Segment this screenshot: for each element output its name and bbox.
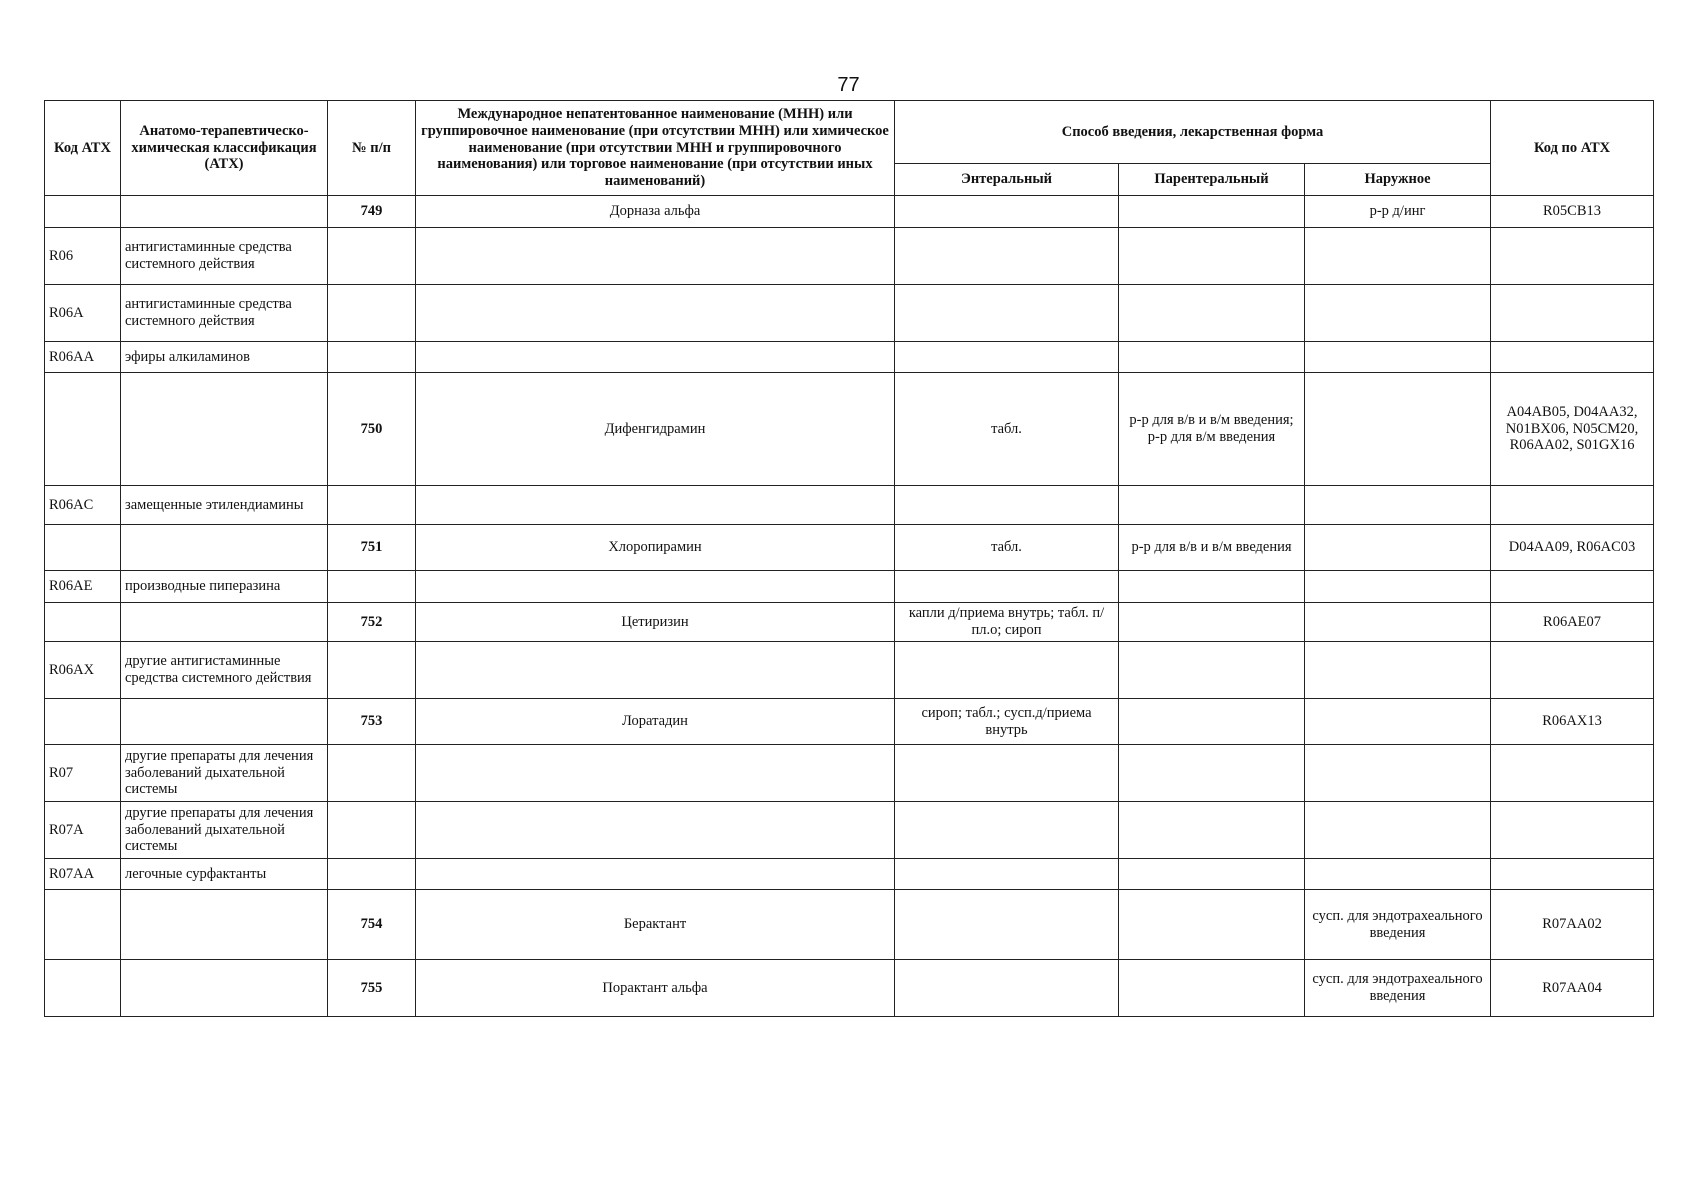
table-row bbox=[45, 859, 1654, 890]
cell-external bbox=[1305, 525, 1491, 571]
cell-classification bbox=[121, 196, 328, 228]
cell-atx-code: R06AX13 bbox=[1491, 699, 1654, 745]
cell-external bbox=[1305, 228, 1491, 285]
cell-number: 754 bbox=[328, 890, 416, 960]
cell-code bbox=[45, 890, 121, 960]
cell-enteral bbox=[895, 342, 1119, 373]
cell-classification bbox=[121, 603, 328, 642]
cell-atx-code bbox=[1491, 571, 1654, 603]
cell-atx-code bbox=[1491, 285, 1654, 342]
cell-name bbox=[416, 486, 895, 525]
cell-number bbox=[328, 285, 416, 342]
cell-external bbox=[1305, 342, 1491, 373]
cell-name bbox=[416, 571, 895, 603]
cell-parenteral bbox=[1119, 285, 1305, 342]
cell-code: R07A bbox=[45, 802, 121, 859]
cell-enteral bbox=[895, 745, 1119, 802]
table-row bbox=[45, 642, 1654, 699]
cell-classification bbox=[121, 890, 328, 960]
cell-number bbox=[328, 486, 416, 525]
cell-enteral bbox=[895, 228, 1119, 285]
cell-external bbox=[1305, 285, 1491, 342]
table-row bbox=[45, 373, 1654, 486]
cell-name bbox=[416, 802, 895, 859]
cell-atx-code: R05CB13 bbox=[1491, 196, 1654, 228]
cell-number: 755 bbox=[328, 960, 416, 1017]
cell-atx-code: R07AA02 bbox=[1491, 890, 1654, 960]
cell-external bbox=[1305, 373, 1491, 486]
cell-parenteral bbox=[1119, 196, 1305, 228]
cell-enteral: табл. bbox=[895, 373, 1119, 486]
header-number: № п/п bbox=[328, 101, 416, 196]
cell-enteral bbox=[895, 285, 1119, 342]
cell-parenteral bbox=[1119, 960, 1305, 1017]
cell-external: сусп. для эндотрахеального введения bbox=[1305, 960, 1491, 1017]
cell-code: R06AC bbox=[45, 486, 121, 525]
cell-number: 750 bbox=[328, 373, 416, 486]
cell-code: R06AE bbox=[45, 571, 121, 603]
cell-parenteral bbox=[1119, 859, 1305, 890]
header-classification: Анатомо-терапевтическо-химическая классификация (АТХ) bbox=[121, 101, 328, 196]
cell-external bbox=[1305, 603, 1491, 642]
cell-enteral bbox=[895, 571, 1119, 603]
table-row bbox=[45, 890, 1654, 960]
cell-atx-code: D04AA09, R06AC03 bbox=[1491, 525, 1654, 571]
cell-parenteral: р-р для в/в и в/м введения; р-р для в/м введения bbox=[1119, 373, 1305, 486]
cell-atx-code: A04AB05, D04AA32, N01BX06, N05CM20, R06AA02, S01GX16 bbox=[1491, 373, 1654, 486]
cell-parenteral bbox=[1119, 603, 1305, 642]
cell-classification: легочные сурфактанты bbox=[121, 859, 328, 890]
cell-code: R07 bbox=[45, 745, 121, 802]
cell-external bbox=[1305, 802, 1491, 859]
cell-name bbox=[416, 859, 895, 890]
cell-parenteral bbox=[1119, 642, 1305, 699]
cell-code bbox=[45, 373, 121, 486]
cell-enteral bbox=[895, 960, 1119, 1017]
table-body bbox=[45, 196, 1654, 1017]
cell-atx-code bbox=[1491, 802, 1654, 859]
cell-code: R07AA bbox=[45, 859, 121, 890]
header-inn: Международное непатентованное наименование (МНН) или группировочное наименование (при отсутствии МНН) или химическое наименование (при отсутствии МНН и группировочного наименования) или торговое наименование (при отсутствии иных наименований) bbox=[416, 101, 895, 196]
cell-parenteral bbox=[1119, 571, 1305, 603]
cell-enteral: сироп; табл.; сусп.д/приема внутрь bbox=[895, 699, 1119, 745]
cell-external: сусп. для эндотрахеального введения bbox=[1305, 890, 1491, 960]
cell-enteral bbox=[895, 196, 1119, 228]
header-route: Способ введения, лекарственная форма bbox=[895, 101, 1491, 164]
cell-parenteral bbox=[1119, 699, 1305, 745]
cell-parenteral bbox=[1119, 228, 1305, 285]
cell-enteral: табл. bbox=[895, 525, 1119, 571]
cell-classification bbox=[121, 373, 328, 486]
cell-external bbox=[1305, 571, 1491, 603]
cell-code bbox=[45, 525, 121, 571]
cell-external bbox=[1305, 745, 1491, 802]
table-row bbox=[45, 745, 1654, 802]
cell-enteral bbox=[895, 642, 1119, 699]
table-row bbox=[45, 228, 1654, 285]
cell-number: 752 bbox=[328, 603, 416, 642]
cell-classification: другие препараты для лечения заболеваний дыхательной системы bbox=[121, 745, 328, 802]
cell-number bbox=[328, 802, 416, 859]
cell-parenteral bbox=[1119, 802, 1305, 859]
cell-name: Дорназа альфа bbox=[416, 196, 895, 228]
cell-external bbox=[1305, 486, 1491, 525]
cell-enteral bbox=[895, 890, 1119, 960]
cell-number bbox=[328, 745, 416, 802]
cell-number: 749 bbox=[328, 196, 416, 228]
cell-enteral: капли д/приема внутрь; табл. п/пл.о; сироп bbox=[895, 603, 1119, 642]
cell-classification bbox=[121, 960, 328, 1017]
cell-number bbox=[328, 228, 416, 285]
cell-external: р-р д/инг bbox=[1305, 196, 1491, 228]
table-row bbox=[45, 603, 1654, 642]
cell-parenteral bbox=[1119, 890, 1305, 960]
cell-classification: производные пиперазина bbox=[121, 571, 328, 603]
cell-atx-code bbox=[1491, 342, 1654, 373]
cell-name bbox=[416, 342, 895, 373]
cell-code bbox=[45, 699, 121, 745]
table-row bbox=[45, 285, 1654, 342]
atx-table bbox=[44, 100, 1654, 1017]
cell-name: Хлоропирамин bbox=[416, 525, 895, 571]
cell-external bbox=[1305, 859, 1491, 890]
cell-classification: замещенные этилендиамины bbox=[121, 486, 328, 525]
table-row bbox=[45, 802, 1654, 859]
cell-classification bbox=[121, 699, 328, 745]
cell-parenteral bbox=[1119, 486, 1305, 525]
table-row bbox=[45, 571, 1654, 603]
cell-parenteral: р-р для в/в и в/м введения bbox=[1119, 525, 1305, 571]
cell-enteral bbox=[895, 802, 1119, 859]
cell-classification: эфиры алкиламинов bbox=[121, 342, 328, 373]
cell-classification: антигистаминные средства системного действия bbox=[121, 285, 328, 342]
header-external: Наружное bbox=[1305, 164, 1491, 196]
header-enteral: Энтеральный bbox=[895, 164, 1119, 196]
cell-name bbox=[416, 642, 895, 699]
table-header bbox=[45, 101, 1654, 196]
cell-name: Цетиризин bbox=[416, 603, 895, 642]
cell-atx-code bbox=[1491, 486, 1654, 525]
cell-enteral bbox=[895, 859, 1119, 890]
cell-classification: антигистаминные средства системного действия bbox=[121, 228, 328, 285]
cell-name: Порактант альфа bbox=[416, 960, 895, 1017]
cell-name: Дифенгидрамин bbox=[416, 373, 895, 486]
table-row bbox=[45, 960, 1654, 1017]
cell-number: 753 bbox=[328, 699, 416, 745]
table-row bbox=[45, 196, 1654, 228]
cell-atx-code: R07AA04 bbox=[1491, 960, 1654, 1017]
cell-atx-code bbox=[1491, 642, 1654, 699]
cell-number bbox=[328, 859, 416, 890]
page-number: 77 bbox=[837, 74, 860, 96]
cell-name bbox=[416, 285, 895, 342]
header-atx-code: Код по АТХ bbox=[1491, 101, 1654, 196]
cell-classification bbox=[121, 525, 328, 571]
cell-atx-code: R06AE07 bbox=[1491, 603, 1654, 642]
cell-classification: другие препараты для лечения заболеваний дыхательной системы bbox=[121, 802, 328, 859]
cell-classification: другие антигистаминные средства системного действия bbox=[121, 642, 328, 699]
cell-code: R06AX bbox=[45, 642, 121, 699]
cell-number bbox=[328, 571, 416, 603]
cell-number bbox=[328, 642, 416, 699]
cell-code bbox=[45, 196, 121, 228]
cell-external bbox=[1305, 642, 1491, 699]
table-row bbox=[45, 342, 1654, 373]
cell-code: R06A bbox=[45, 285, 121, 342]
cell-name: Лоратадин bbox=[416, 699, 895, 745]
cell-number: 751 bbox=[328, 525, 416, 571]
cell-name bbox=[416, 745, 895, 802]
cell-external bbox=[1305, 699, 1491, 745]
cell-atx-code bbox=[1491, 859, 1654, 890]
header-parenteral: Парентеральный bbox=[1119, 164, 1305, 196]
cell-enteral bbox=[895, 486, 1119, 525]
table-row bbox=[45, 525, 1654, 571]
cell-code bbox=[45, 603, 121, 642]
table-row bbox=[45, 699, 1654, 745]
cell-code: R06AA bbox=[45, 342, 121, 373]
cell-parenteral bbox=[1119, 745, 1305, 802]
cell-atx-code bbox=[1491, 745, 1654, 802]
cell-name bbox=[416, 228, 895, 285]
header-code-atx: Код АТХ bbox=[45, 101, 121, 196]
cell-atx-code bbox=[1491, 228, 1654, 285]
cell-parenteral bbox=[1119, 342, 1305, 373]
cell-code bbox=[45, 960, 121, 1017]
cell-name: Берактант bbox=[416, 890, 895, 960]
table-row bbox=[45, 486, 1654, 525]
cell-number bbox=[328, 342, 416, 373]
cell-code: R06 bbox=[45, 228, 121, 285]
